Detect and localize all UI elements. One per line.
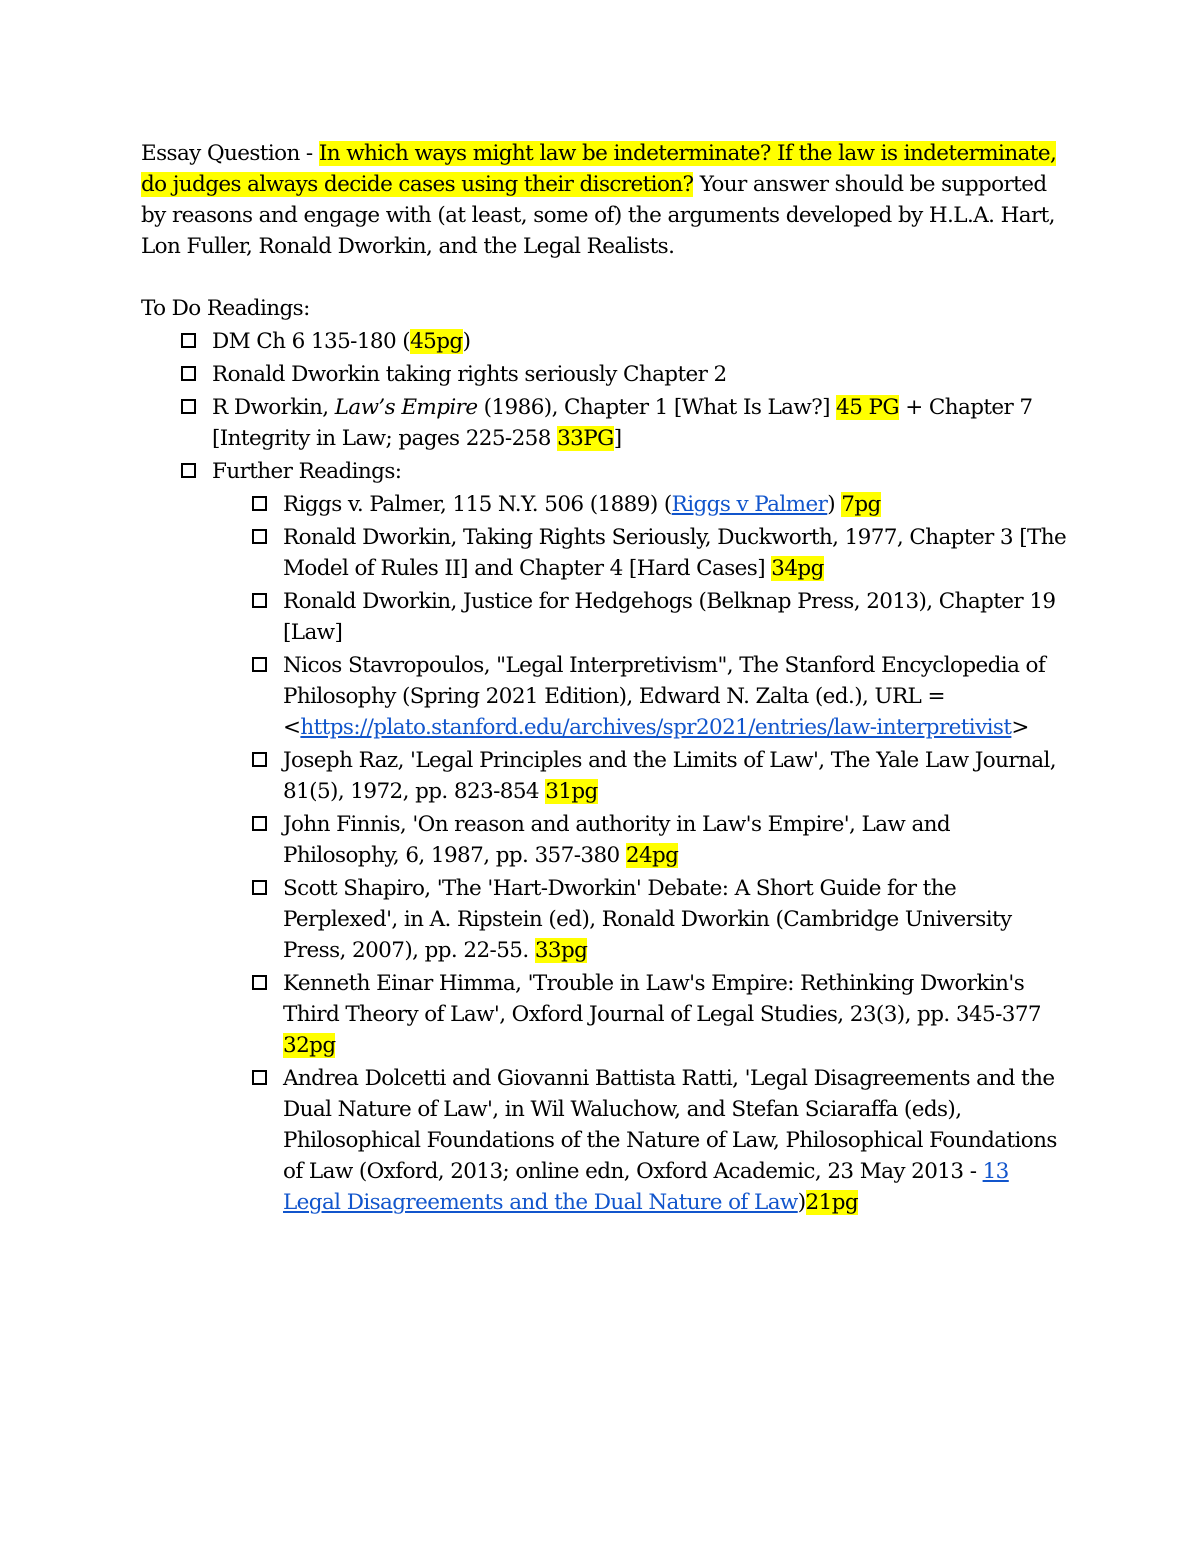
page-count-badge: 24pg [625,843,679,868]
todo-item-further-readings: Further Readings: Riggs v. Palmer, 115 N.Y. 506 (1889) (Riggs v Palmer) 7pg Ronald Dworkin, Taking Rights Seriously, Duckworth, 1977, Chapter 3 [The Model of Rules II] and Chapter 4 [Hard Cases] 34pg Ronald Dworkin, Justice for Hedgehogs (Belknap Press, 2013), Chapter 19 [Law] Nicos Stavropoulos, "Legal Interpretivism", The Stanford Encyclopedia of Philosophy (Spring 2021 Edition), Edward N. Zalta (ed.), URL = <https://plato.stanford.edu/archives/spr2021/entries/law-interpretivist> Joseph Raz, 'Legal Principles and the Limits of Law', The Yale Law Journal, 81(5), 1972, pp. 823-854 31pg John Finnis, 'On reason and authority in Law's Empire', Law and Philosophy, 6, 1987, pp. 357-380 24pg Scott Shapiro, 'The 'Hart-Dworkin' Debate: A Short Guide for the Perplexed', in A. Ripstein (ed), Ronald Dworkin (Cambridge University Press, 2007), pp. 22-55. 33pg Kenneth Einar Himma, 'Trouble in Law's Empire: Rethinking Dworkin's Third Theory of Law', Oxford Journal of Legal Studies, 23(3), pp. 345-377 32pg Andrea Dolcetti and Giovanni Battista Ratti, 'Legal Disagreements and the Dual Nature of Law', in Wil Waluchow, and Stefan Sciaraffa (eds), Philosophical Foundations of the Nature of Law, Philosophical Foundations of Law (Oxford, 2013; online edn, Oxford Academic, 23 May 2013 - 13 Legal Disagreements and the Dual Nature of Law)21pg [141,456,1071,1218]
page-count-badge: 34pg [771,556,824,581]
document-page [141,138,1071,1220]
essay-question-highlight: In which ways might law be indeterminate? If the law is indeterminate, [318,141,1057,166]
essay-instructions: Your answer should be supported by reasons and engage with (at least, some of) the arguments developed by H.L.A. Hart, Lon Fuller, Ronald Dworkin, and the Legal Realists. [141,172,1055,259]
book-title: Law’s Empire [334,395,478,420]
checkbox[interactable] [181,463,196,478]
todo-title: To Do Readings: [141,296,310,321]
checkbox[interactable] [252,880,267,895]
reading-item: Ronald Dworkin, Justice for Hedgehogs (Belknap Press, 2013), Chapter 19 [Law] [141,586,1071,648]
checkbox[interactable] [181,399,196,414]
page-count-badge: 33pg [534,938,588,963]
todo-item: DM Ch 6 135-180 (45pg) [141,326,1071,357]
essay-question-highlight-2: do judges always decide cases using their discretion? [141,172,694,197]
checkbox[interactable] [252,593,267,608]
page-count-badge: 7pg [841,492,881,517]
checkbox[interactable] [252,529,267,544]
page-count-badge: 32pg [283,1033,336,1058]
page-count-badge: 33PG [557,426,614,451]
further-readings-list [212,489,1071,1218]
reading-item: Andrea Dolcetti and Giovanni Battista Ratti, 'Legal Disagreements and the Dual Nature of Law', in Wil Waluchow, and Stefan Sciaraffa (eds), Philosophical Foundations of the Nature of Law, Philosophical Foundations of Law (Oxford, 2013; online edn, Oxford Academic, 23 May 2013 - 13 Legal Disagreements and the Dual Nature of Law)21pg [141,1063,1071,1218]
checkbox[interactable] [252,1070,267,1085]
reading-item: Nicos Stavropoulos, "Legal Interpretivism", The Stanford Encyclopedia of Philosophy (Spring 2021 Edition), Edward N. Zalta (ed.), URL = <https://plato.stanford.edu/archives/spr2021/entries/law-interpretivist> [141,650,1071,743]
reading-item: Scott Shapiro, 'The 'Hart-Dworkin' Debate: A Short Guide for the Perplexed', in A. Ripstein (ed), Ronald Dworkin (Cambridge University Press, 2007), pp. 22-55. 33pg [141,873,1071,966]
stanford-encyclopedia-link[interactable]: https://plato.stanford.edu/archives/spr2021/entries/law-interpretivist [300,715,1012,740]
page-count-badge: 31pg [545,779,598,804]
reading-item: Joseph Raz, 'Legal Principles and the Limits of Law', The Yale Law Journal, 81(5), 1972, pp. 823-854 31pg [141,745,1071,807]
essay-question [141,138,1071,262]
checkbox[interactable] [252,816,267,831]
essay-label: Essay Question - [141,141,319,166]
checkbox[interactable] [181,366,196,381]
reading-item: Ronald Dworkin, Taking Rights Seriously, Duckworth, 1977, Chapter 3 [The Model of Rules II] and Chapter 4 [Hard Cases] 34pg [141,522,1071,584]
todo-item: Ronald Dworkin taking rights seriously Chapter 2 [141,359,1071,390]
todo-list [141,326,1071,1218]
page-count-badge: 45pg [410,329,463,354]
page-count-badge: 45 PG [836,395,899,420]
reading-item: Riggs v. Palmer, 115 N.Y. 506 (1889) (Riggs v Palmer) 7pg [141,489,1071,520]
checkbox[interactable] [252,752,267,767]
checkbox[interactable] [252,975,267,990]
oxford-academic-link[interactable]: 13 Legal Disagreements and the Dual Nature of Law [283,1159,1009,1215]
checkbox[interactable] [252,657,267,672]
riggs-v-palmer-link[interactable]: Riggs v Palmer [671,492,828,517]
checkbox[interactable] [181,333,196,348]
reading-item: Kenneth Einar Himma, 'Trouble in Law's Empire: Rethinking Dworkin's Third Theory of Law', Oxford Journal of Legal Studies, 23(3), pp. 345-377 32pg [141,968,1071,1061]
todo-item: R Dworkin, Law’s Empire (1986), Chapter 1 [What Is Law?] 45 PG + Chapter 7 [Integrity in Law; pages 225-258 33PG] [141,392,1071,454]
checkbox[interactable] [252,496,267,511]
reading-item: John Finnis, 'On reason and authority in Law's Empire', Law and Philosophy, 6, 1987, pp. 357-380 24pg [141,809,1071,871]
page-count-badge: 21pg [805,1190,859,1215]
